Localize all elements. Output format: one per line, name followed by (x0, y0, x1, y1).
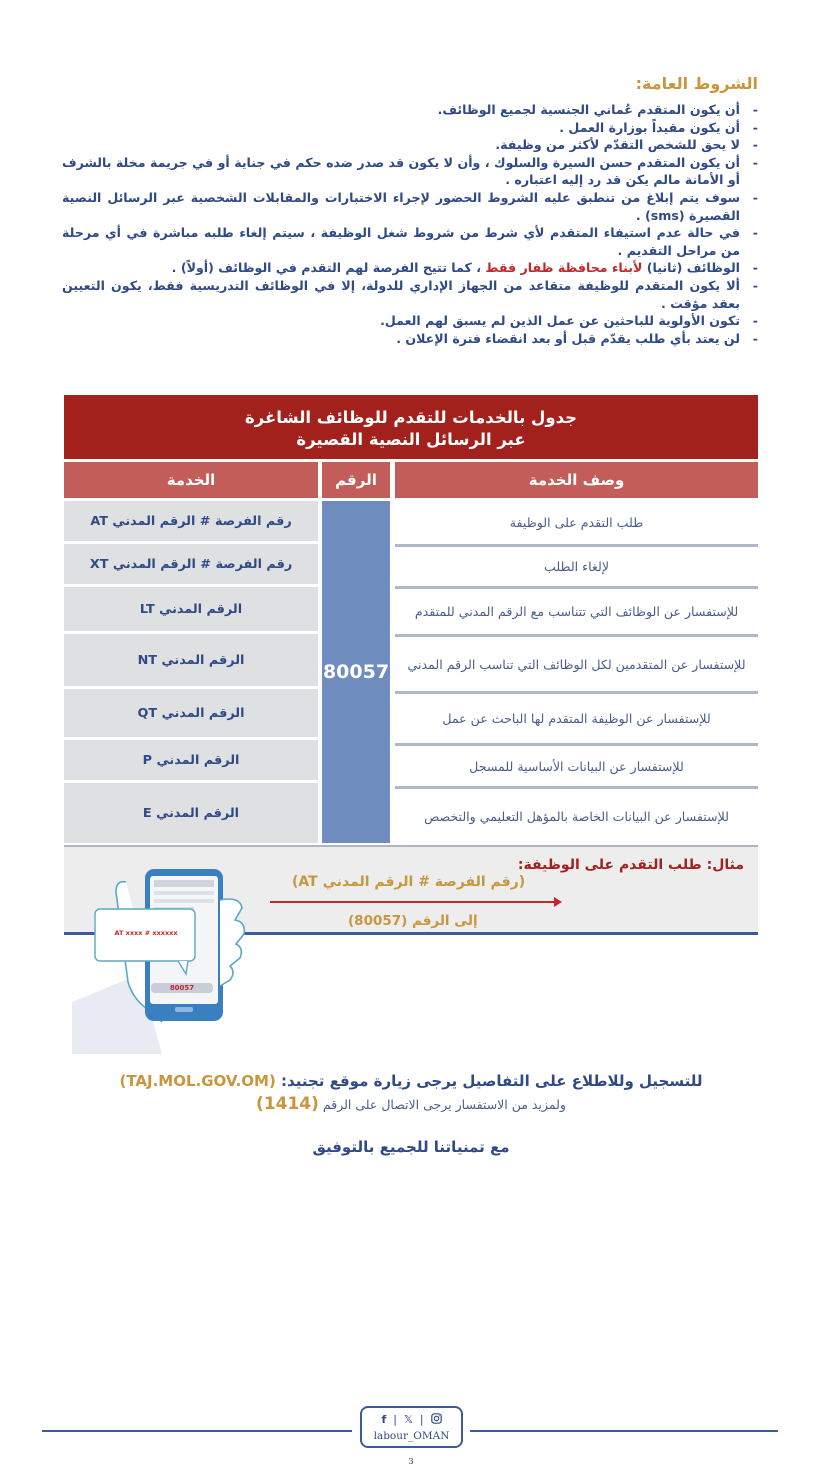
instagram-icon[interactable] (431, 1413, 442, 1427)
service-description-cell: للإستفسار عن المتقدمين لكل الوظائف التي تناسب الرقم المدني (395, 637, 758, 694)
service-code-cell: رقم الفرصة # الرقم المدني AT (64, 501, 318, 541)
service-description-cell: للإستفسار عن البيانات الأساسية للمسجل (395, 746, 758, 789)
service-number-cell: 80057 (322, 501, 390, 843)
page-number: 3 (408, 1457, 414, 1466)
separator-icon: | (393, 1413, 397, 1426)
service-code-cell: الرقم المدني QT (64, 689, 318, 737)
service-code-cell: الرقم المدني LT (64, 587, 318, 631)
column-header-service: الخدمة (64, 462, 318, 498)
register-text: للتسجيل وللاطلاع على التفاصيل يرجى زيارة موقع تجنيد: (275, 1072, 703, 1090)
x-twitter-icon[interactable]: 𝕏 (403, 1413, 413, 1426)
condition-item: - سوف يتم إبلاغ من تنطبق عليه الشروط الحضور لإجراء الاختبارات والمقابلات الشخصية عبر الرسائل النصية القصيرة (sms) . (62, 189, 762, 224)
website-link[interactable]: (TAJ.MOL.GOV.OM) (119, 1072, 276, 1090)
condition-item: - لن يعتد بأي طلب يقدّم قبل أو بعد انقضاء فترة الإعلان . (62, 330, 762, 348)
wishes-line: مع تمنياتنا للجميع بالتوفيق (312, 1138, 510, 1156)
condition-item (62, 259, 762, 277)
services-column-headers (64, 462, 758, 498)
general-conditions (62, 74, 762, 347)
condition-item: - أن يكون المتقدم عُماني الجنسية لجميع الوظائف. (62, 101, 762, 119)
register-line (0, 1072, 822, 1090)
condition-text: الوظائف (ثانيا) (642, 260, 740, 276)
condition-item: - أن يكون المتقدم حسن السيرة والسلوك ، وأن لا يكون قد صدر ضده حكم في جناية أو في جريمة مخلة بالشرف أو الأمانة مالم يكن قد رد إليه اعتباره . (62, 154, 762, 189)
services-title-line2: عبر الرسائل النصية القصيرة (296, 430, 526, 449)
separator-icon: | (419, 1413, 424, 1426)
condition-item: - لا يحق للشخص التقدّم لأكثر من وظيفة. (62, 136, 762, 154)
condition-item: - ألا يكون المتقدم للوظيفة متقاعد من الجهاز الإداري للدولة، إلا في الوظائف التدريسية فقط، يكون التعيين بعقد مؤقت . (62, 277, 762, 312)
conditions-title: الشروط العامة: (635, 74, 758, 93)
service-code-cell: رقم الفرصة # الرقم المدني XT (64, 544, 318, 584)
social-icons (362, 1413, 461, 1427)
service-code-cell: الرقم المدني E (64, 783, 318, 843)
example-title: مثال: طلب التقدم على الوظيفة: (517, 857, 744, 873)
phone-illustration (70, 862, 250, 1054)
services-table (64, 395, 758, 824)
condition-item: - تكون الأولوية للباحثين عن عمل الذين لم يسبق لهم العمل. (62, 312, 762, 330)
services-table-title (64, 395, 758, 459)
condition-text: ، كما تتيح الفرصة لهم التقدم في الوظائف (أولاً) . (171, 260, 486, 276)
service-code-cell: الرقم المدني NT (64, 634, 318, 686)
example-to-number: إلى الرقم (80057) (348, 913, 478, 929)
service-description-cell: للإستفسار عن الوظيفة المتقدم لها الباحث عن عمل (395, 694, 758, 746)
inquiry-line (0, 1094, 822, 1114)
services-rows (64, 501, 758, 843)
arrow-icon (270, 901, 560, 903)
inquiry-text: ولمزيد من الاستفسار يرجى الاتصال على الرقم (318, 1097, 566, 1112)
condition-item: - في حالة عدم استيفاء المتقدم لأي شرط من شروط شغل الوظيفة ، سيتم إلغاء طلبه مباشرة في أي مرحلة من مراحل التقديم . (62, 224, 762, 259)
footer-divider (42, 1430, 352, 1432)
service-description-cell: للإستفسار عن الوظائف التي تتناسب مع الرقم المدني للمتقدم (395, 589, 758, 637)
service-description-cell: للإستفسار عن البيانات الخاصة بالمؤهل التعليمي والتخصص (424, 808, 729, 824)
phone-hand-icon (70, 862, 250, 1054)
service-description-cell: طلب التقدم على الوظيفة (395, 501, 758, 547)
column-header-number: الرقم (322, 462, 390, 498)
example-code: (رقم الفرصة # الرقم المدني AT) (292, 874, 526, 890)
services-title-line1: جدول بالخدمات للتقدم للوظائف الشاغرة (244, 408, 578, 427)
condition-highlight: لأبناء محافظة ظفار فقط (485, 260, 643, 276)
condition-item: - أن يكون مقيداً بوزارة العمل . (62, 119, 762, 137)
phone-screen-number: 80057 (169, 984, 195, 992)
social-box (360, 1406, 463, 1448)
service-code-cell: الرقم المدني P (64, 740, 318, 780)
conditions-list (62, 101, 762, 347)
facebook-icon[interactable]: f (381, 1413, 387, 1426)
sms-bubble-text: AT xxxx # xxxxxx (114, 929, 178, 937)
service-description-cell: لإلغاء الطلب (395, 547, 758, 589)
inquiry-phone: (1414) (256, 1094, 319, 1114)
social-handle[interactable]: labour_OMAN (373, 1430, 450, 1442)
column-header-description: وصف الخدمة (395, 462, 758, 498)
footer-divider (470, 1430, 778, 1432)
